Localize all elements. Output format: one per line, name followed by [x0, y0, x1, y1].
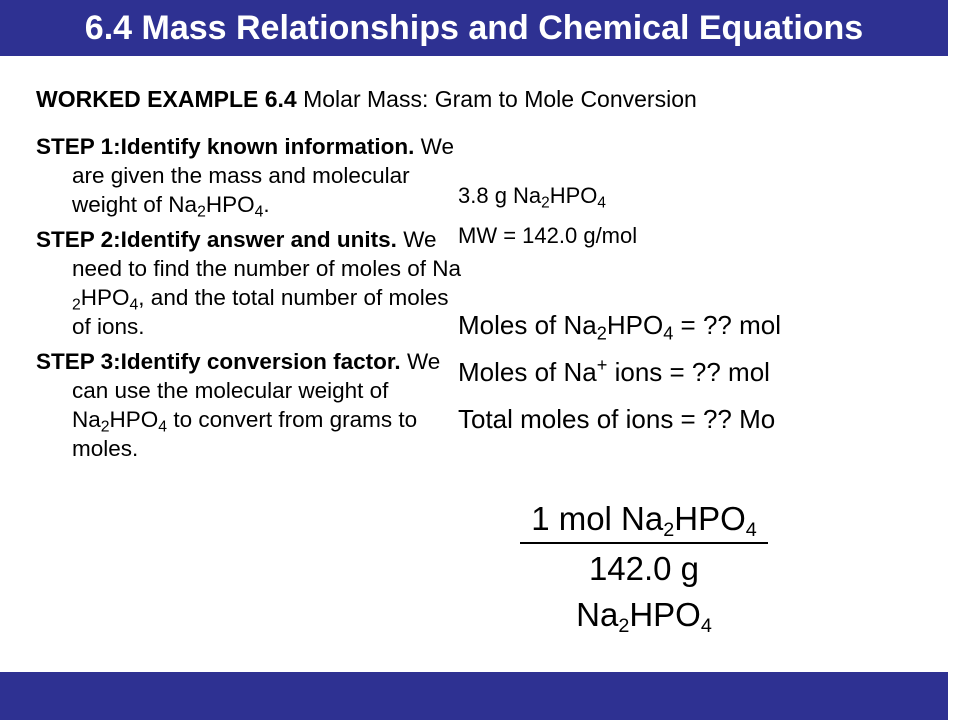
step-2-formula: HPO	[80, 285, 130, 310]
unknown-moles-sub-4: 4	[663, 323, 674, 344]
given-mass-text: 3.8 g Na	[458, 183, 542, 208]
step-3-sub-2: 2	[100, 418, 110, 436]
step-3-tail: to convert from grams to moles.	[72, 407, 418, 461]
worked-example-heading	[36, 86, 697, 113]
fraction-numerator	[520, 498, 768, 540]
step-1-sub-4: 4	[254, 203, 264, 221]
step-1-tail: .	[263, 192, 270, 217]
step-1	[36, 132, 466, 219]
slide-title: 6.4 Mass Relationships and Chemical Equations	[84, 9, 864, 47]
unknown-moles-sub-2: 2	[596, 323, 607, 344]
step-2-body: We need to find the number of moles of Na	[72, 227, 461, 281]
unknown-moles-text: Moles of Na	[458, 310, 597, 340]
denominator-formula: HPO	[629, 596, 701, 633]
denominator-text: 142.0 g Na	[576, 550, 700, 633]
given-mass	[458, 176, 637, 216]
unknown-na-charge: +	[596, 355, 608, 375]
unknown-na-tail: ions = ?? mol	[607, 357, 770, 387]
unknown-total-ions: Total moles of ions = ?? Mo	[458, 404, 776, 434]
unknown-na-ions	[458, 349, 781, 396]
numerator-sub-2: 2	[663, 518, 675, 541]
given-mw: MW = 142.0 g/mol	[458, 223, 638, 248]
numerator-formula: HPO	[674, 500, 746, 537]
given-mass-sub-4: 4	[597, 194, 606, 212]
worked-example-text: Molar Mass: Gram to Mole Conversion	[303, 86, 697, 112]
step-2	[36, 225, 466, 341]
given-mass-formula: HPO	[549, 183, 598, 208]
unknown-moles-tail: = ?? mol	[673, 310, 781, 340]
denominator-sub-2: 2	[618, 614, 630, 637]
conversion-factor	[520, 498, 768, 638]
unknowns	[458, 302, 781, 443]
step-2-sub-4: 4	[129, 296, 139, 314]
step-1-head: STEP 1:Identify known information.	[36, 134, 415, 159]
numerator-text: 1 mol Na	[531, 500, 664, 537]
given-values	[458, 176, 637, 256]
title-bar	[0, 0, 948, 56]
right-edge-strip	[948, 0, 960, 720]
steps-list	[36, 132, 466, 469]
step-3-sub-4: 4	[158, 418, 168, 436]
unknown-moles-formula: HPO	[606, 310, 664, 340]
unknown-moles	[458, 302, 781, 349]
fraction-denominator	[520, 546, 768, 638]
step-1-body: We are given the mass and molecular weight of Na	[72, 134, 454, 217]
fraction-bar	[520, 542, 768, 544]
unknown-na-text: Moles of Na	[458, 357, 597, 387]
step-2-head: STEP 2:Identify answer and units.	[36, 227, 397, 252]
numerator-sub-4: 4	[745, 518, 757, 541]
step-2-tail: , and the total number of moles of ions.	[72, 285, 449, 339]
step-3	[36, 347, 466, 463]
footer-bar	[0, 672, 948, 720]
step-3-head: STEP 3:Identify conversion factor.	[36, 349, 401, 374]
step-3-formula: HPO	[109, 407, 159, 432]
step-1-sub-2: 2	[197, 203, 206, 221]
given-mass-sub-2: 2	[541, 194, 550, 212]
denominator-sub-4: 4	[700, 614, 712, 637]
worked-example-label: WORKED EXAMPLE 6.4	[36, 86, 297, 112]
step-1-formula: HPO	[205, 192, 255, 217]
step-3-body: We can use the molecular weight of Na	[72, 349, 441, 432]
step-2-sub-2: 2	[72, 296, 81, 314]
